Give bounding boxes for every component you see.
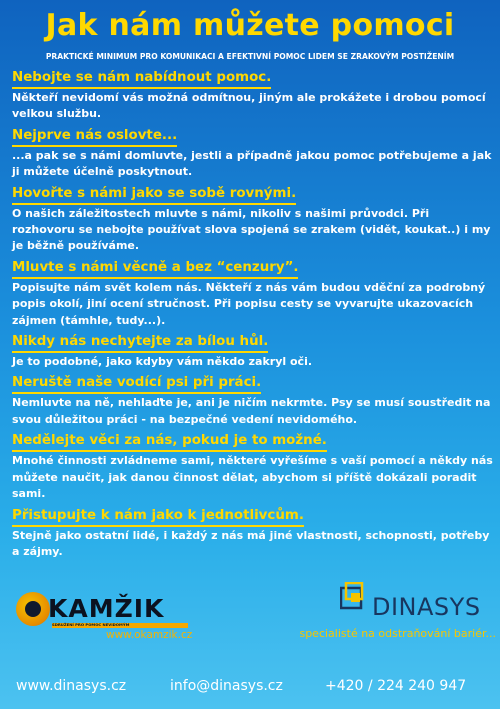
page-title: Jak nám můžete pomoci <box>45 8 455 43</box>
tip-section <box>12 429 494 502</box>
tip-text: Je to podobné, jako kdyby vám někdo zakryl oči. <box>12 355 313 369</box>
okamzik-o-icon <box>16 592 50 626</box>
tip-heading: Nebojte se nám nabídnout pomoc. <box>12 68 271 89</box>
tip-heading: Nejprve nás oslovte... <box>12 126 177 147</box>
tip-section <box>12 182 494 255</box>
okamzik-tagline: SDRUŽENÍ PRO POMOC NEVIDOMÝM <box>52 622 130 627</box>
tip-heading: Nedělejte věci za nás, pokud je to možné. <box>12 431 327 452</box>
tip-text: Mnohé činnosti zvládneme sami, některé vyřešíme s vaší pomocí a někdy nás můžete naučit, jak danou činnost dělat, abychom si příště dokázali poradit sami. <box>12 454 493 501</box>
tip-section <box>12 371 494 428</box>
tip-text: Popisujte nám svět kolem nás. Někteří z nás vám budou vděční za podrobný popis okolí, jiní ocení stručnost. Při popisu cesty se vyvarujte ukazovacích zájmen (támhle, tudy...). <box>12 280 486 327</box>
dinasys-square-icon <box>340 582 374 612</box>
email-link[interactable]: info@dinasys.cz <box>170 678 283 694</box>
tip-section <box>12 124 494 181</box>
website-link[interactable]: www.dinasys.cz <box>16 678 127 694</box>
phone-number[interactable]: +420 / 224 240 947 <box>325 678 467 694</box>
okamzik-url-link[interactable]: www.okamzik.cz <box>106 629 193 641</box>
tip-heading: Nikdy nás nechytejte za bílou hůl. <box>12 332 268 353</box>
tip-section <box>12 330 494 370</box>
tip-heading: Mluvte s námi věcně a bez “cenzury”. <box>12 258 298 279</box>
okamzik-logo[interactable] <box>14 588 234 648</box>
tips-list <box>12 66 494 561</box>
tip-text: O našich záležitostech mluvte s námi, nikoliv s našimi průvodci. Při rozhovoru se nebojte používat slova spojená se zrakem (vidět, koukat..) i my je běžně používáme. <box>12 206 491 253</box>
page-subtitle: PRAKTICKÉ MINIMUM PRO KOMUNIKACI A EFEKTIVNÍ POMOC LIDEM SE ZRAKOVÝM POSTIŽENÍM <box>45 52 455 61</box>
tip-section <box>12 256 494 329</box>
tip-section <box>12 66 494 123</box>
tip-section <box>12 504 494 561</box>
dinasys-logo[interactable] <box>299 580 500 646</box>
tip-heading: Neruště naše vodící psi při práci. <box>12 373 261 394</box>
dinasys-slogan: specialisté na odstraňování bariér... <box>299 627 496 640</box>
tip-text: Někteří nevidomí vás možná odmítnou, jiným ale prokážete i drobou pomocí velkou službu. <box>12 91 486 121</box>
tip-text: ...a pak se s námi domluvte, jestli a případně jakou pomoc potřebujeme a jak ji můžete účelně poskytnout. <box>12 148 492 179</box>
okamzik-wordmark: KAMŽIK <box>48 594 165 623</box>
tip-text: Nemluvte na ně, nehlaďte je, ani je ničím nekrmte. Psy se musí soustředit na svou důležitou práci - na bezpečné vedení nevidomého. <box>12 396 491 426</box>
tip-heading: Hovořte s námi jako se sobě rovnými. <box>12 184 296 205</box>
tip-heading: Přistupujte k nám jako k jednotlivcům. <box>12 506 304 527</box>
dinasys-wordmark: DINASYS <box>372 593 481 621</box>
tip-text: Stejně jako ostatní lidé, i každý z nás má jiné vlastnosti, schopnosti, potřeby a zájmy. <box>12 528 490 558</box>
